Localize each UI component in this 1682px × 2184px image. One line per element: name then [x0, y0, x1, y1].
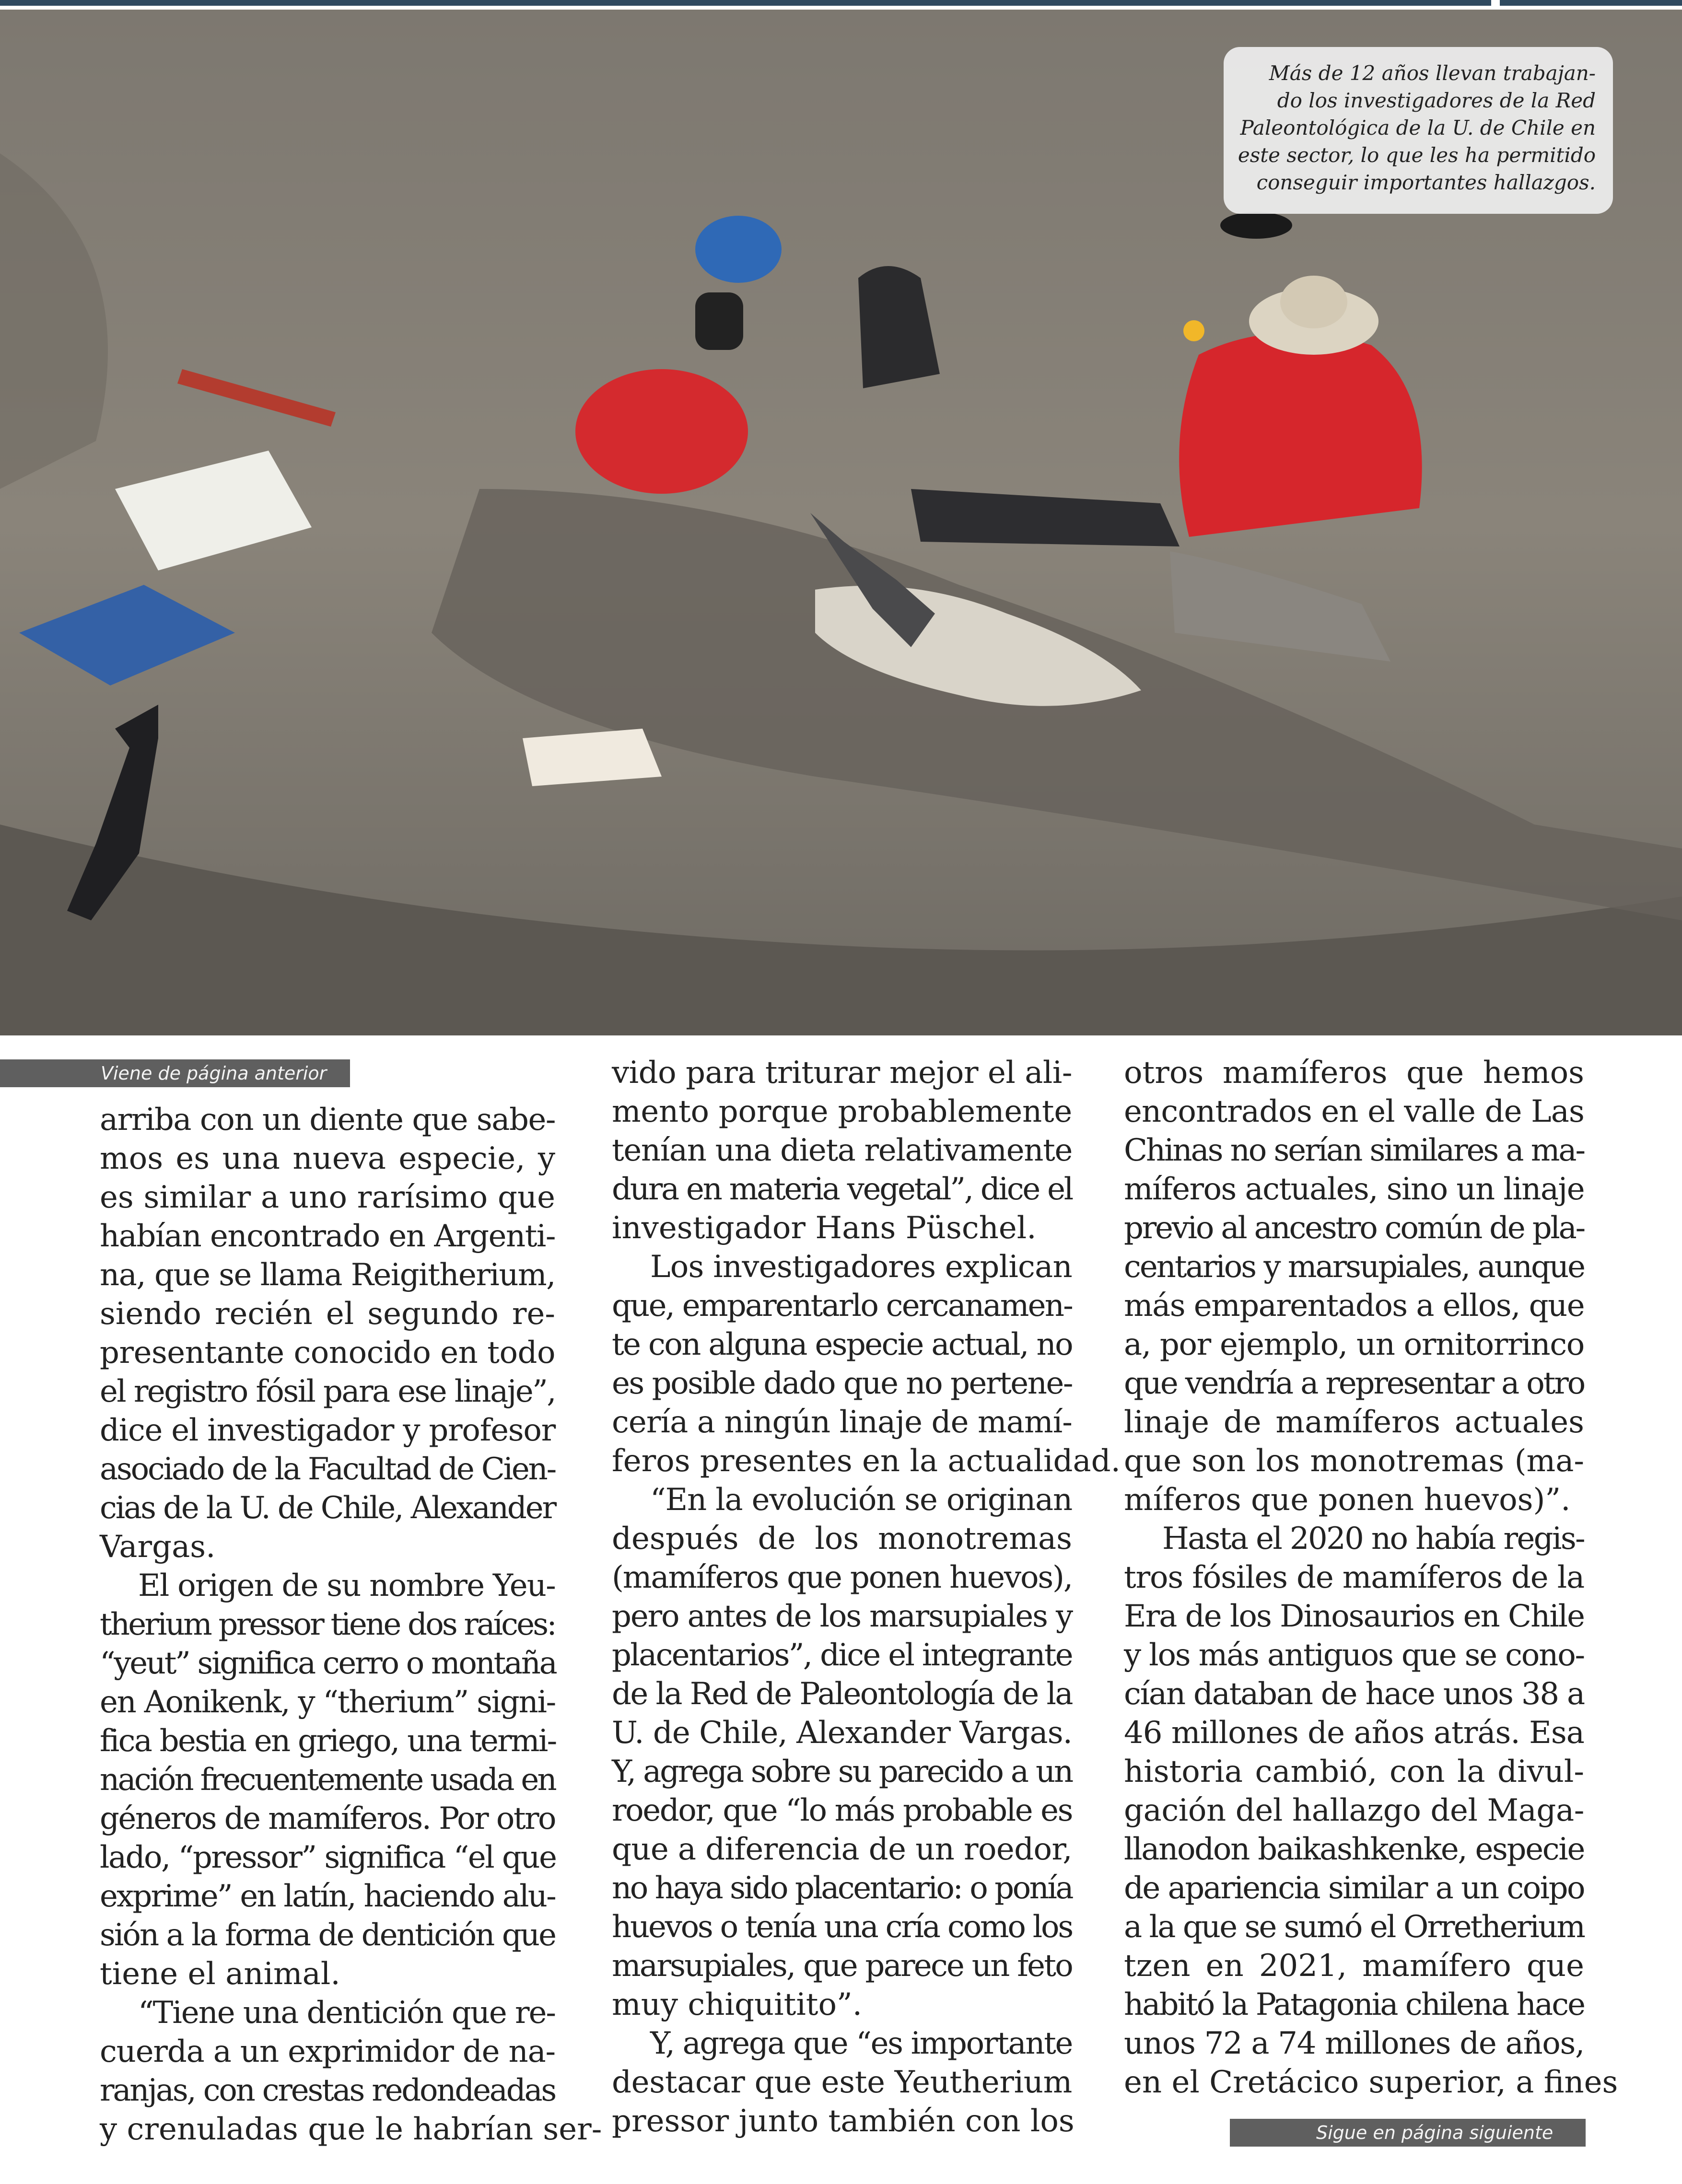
article-column-3 — [1124, 1054, 1618, 2102]
article-line: vido para triturar mejor el ali- — [612, 1055, 1072, 1091]
article-line: U. de Chile, Alexander Vargas. — [612, 1715, 1073, 1751]
article-line: “En la evolución se originan — [650, 1482, 1073, 1518]
article-line: encontrados en el valle de Las — [1124, 1094, 1585, 1129]
article-line: presentante conocido en todo — [100, 1335, 556, 1371]
article-line: Y, agrega sobre su parecido a un — [612, 1754, 1072, 1789]
article-line: na, que se llama Reigitherium, — [100, 1257, 556, 1293]
article-line: tiene el animal. — [100, 1956, 340, 1992]
article-line: a la que se sumó el Orretherium — [1124, 1909, 1585, 1945]
article-line: investigador Hans Püschel. — [612, 1210, 1037, 1246]
caption-line: Más de 12 años llevan trabajan- — [1269, 61, 1596, 85]
article-line: mos es una nueva especie, y — [100, 1141, 555, 1176]
article-line: muy chiquitito”. — [612, 1987, 863, 2022]
article-line: linaje de mamíferos actuales — [1124, 1405, 1584, 1440]
article-line: después de los monotremas — [612, 1521, 1072, 1557]
top-rule-stripe-right — [1500, 0, 1682, 6]
article-line: en Aonikenk, y “therium” signi- — [100, 1684, 556, 1720]
article-line: que son los monotremas (ma- — [1124, 1443, 1584, 1479]
article-line: Los investigadores explican — [650, 1249, 1073, 1285]
excavation-photo — [0, 10, 1682, 1035]
article-line: es similar a uno rarísimo que — [100, 1180, 555, 1215]
article-column-2 — [612, 1054, 1121, 2141]
article-line: mento porque probablemente — [612, 1094, 1073, 1129]
article-line: historia cambió, con la divul- — [1124, 1754, 1584, 1789]
article-line: “Tiene una dentición que re- — [138, 1995, 556, 2031]
article-line: tzen en 2021, mamífero que — [1124, 1948, 1584, 1984]
article-line: lado, “pressor” significa “el que — [100, 1840, 556, 1875]
continued-from-previous-page: Viene de página anterior — [0, 1059, 350, 1087]
article-line: gación del hallazgo del Maga- — [1124, 1793, 1585, 1828]
article-line: dura en materia vegetal”, dice el — [612, 1172, 1073, 1207]
article-line: El origen de su nombre Yeu- — [138, 1568, 556, 1603]
article-line: ranjas, con crestas redondeadas — [100, 2073, 555, 2108]
article-line: destacar que este Yeutherium — [612, 2065, 1073, 2100]
article-line: te con alguna especie actual, no — [612, 1327, 1072, 1362]
article-line: no haya sido placentario: o ponía — [612, 1870, 1073, 1906]
article-line: “yeut” significa cerro o montaña — [100, 1646, 556, 1681]
article-line: Y, agrega que “es importante — [650, 2026, 1073, 2061]
article-line: a, por ejemplo, un ornitorrinco — [1124, 1327, 1585, 1362]
article-line: Vargas. — [100, 1529, 216, 1565]
article-line: el registro fósil para ese linaje”, — [100, 1374, 556, 1409]
article-line: pero antes de los marsupiales y — [612, 1599, 1073, 1634]
article-line: arriba con un diente que sabe- — [100, 1102, 556, 1138]
article-line: que, emparentarlo cercanamen- — [612, 1288, 1073, 1324]
caption-line: Paleontológica de la U. de Chile en — [1240, 116, 1596, 139]
article-line: dice el investigador y profesor — [100, 1413, 556, 1448]
article-line: cias de la U. de Chile, Alexander — [100, 1490, 556, 1526]
article-line: de apariencia similar a un coipo — [1124, 1870, 1584, 1906]
article-line: y los más antiguos que se cono- — [1124, 1638, 1585, 1673]
article-line: pressor junto también con los — [612, 2103, 1075, 2139]
caption-line: do los investigadores de la Red — [1277, 89, 1596, 112]
article-line: y crenuladas que le habrían ser- — [100, 2112, 602, 2147]
article-line: (mamíferos que ponen huevos), — [612, 1560, 1073, 1595]
article-line: siendo recién el segundo re- — [100, 1296, 555, 1332]
article-line: asociado de la Facultad de Cien- — [100, 1452, 555, 1487]
article-line: cuerda a un exprimidor de na- — [100, 2034, 556, 2069]
top-rule-stripe — [0, 0, 1491, 6]
article-line: centarios y marsupiales, aunque — [1124, 1249, 1585, 1285]
article-line: otros mamíferos que hemos — [1124, 1055, 1584, 1091]
article-line: Chinas no serían similares a ma- — [1124, 1133, 1584, 1168]
article-line: de la Red de Paleontología de la — [612, 1676, 1072, 1712]
article-line: 46 millones de años atrás. Esa — [1124, 1715, 1585, 1751]
caption-line: este sector, lo que les ha permitido — [1238, 143, 1596, 167]
article-line: habían encontrado en Argenti- — [100, 1219, 556, 1254]
article-line: tros fósiles de mamíferos de la — [1124, 1560, 1585, 1595]
photo-caption — [1224, 47, 1613, 214]
article-line: míferos que ponen huevos)”. — [1124, 1482, 1571, 1518]
article-line: marsupiales, que parece un feto — [612, 1948, 1073, 1984]
article-line: llanodon baikashkenke, especie — [1124, 1832, 1585, 1867]
article-line: nación frecuentemente usada en — [100, 1762, 556, 1798]
article-line: roedor, que “lo más probable es — [612, 1793, 1073, 1828]
article-line: cían databan de hace unos 38 a — [1124, 1676, 1585, 1712]
article-column-1 — [100, 1101, 602, 2149]
article-line: therium pressor tiene dos raíces: — [100, 1607, 556, 1642]
article-line: sión a la forma de dentición que — [100, 1917, 555, 1953]
article-line: previo al ancestro común de pla- — [1124, 1210, 1584, 1246]
continues-on-next-page: Sigue en página siguiente — [1230, 2119, 1586, 2147]
article-line: feros presentes en la actualidad. — [612, 1443, 1121, 1479]
article-line: huevos o tenía una cría como los — [612, 1909, 1072, 1945]
article-line: Hasta el 2020 no había regis- — [1162, 1521, 1585, 1557]
article-line: tenían una dieta relativamente — [612, 1133, 1072, 1168]
article-line: exprime” en latín, haciendo alu- — [100, 1879, 555, 1914]
article-line: géneros de mamíferos. Por otro — [100, 1801, 556, 1836]
article-line: que a diferencia de un roedor, — [612, 1832, 1073, 1867]
article-line: míferos actuales, sino un linaje — [1124, 1172, 1584, 1207]
article-line: unos 72 a 74 millones de años, — [1124, 2026, 1585, 2061]
article-line: habitó la Patagonia chilena hace — [1124, 1987, 1584, 2022]
article-line: Era de los Dinosaurios en Chile — [1124, 1599, 1585, 1634]
article-line: es posible dado que no pertene- — [612, 1366, 1073, 1401]
article-line: que vendría a representar a otro — [1124, 1366, 1584, 1401]
article-line: en el Cretácico superior, a fines — [1124, 2065, 1618, 2100]
article-line: placentarios”, dice el integrante — [612, 1638, 1073, 1673]
article-line: fica bestia en griego, una termi- — [100, 1723, 556, 1759]
article-line: cería a ningún linaje de mamí- — [612, 1405, 1073, 1440]
caption-line: conseguir importantes hallazgos. — [1256, 171, 1596, 194]
top-rule — [0, 0, 1682, 10]
article-line: más emparentados a ellos, que — [1124, 1288, 1585, 1324]
